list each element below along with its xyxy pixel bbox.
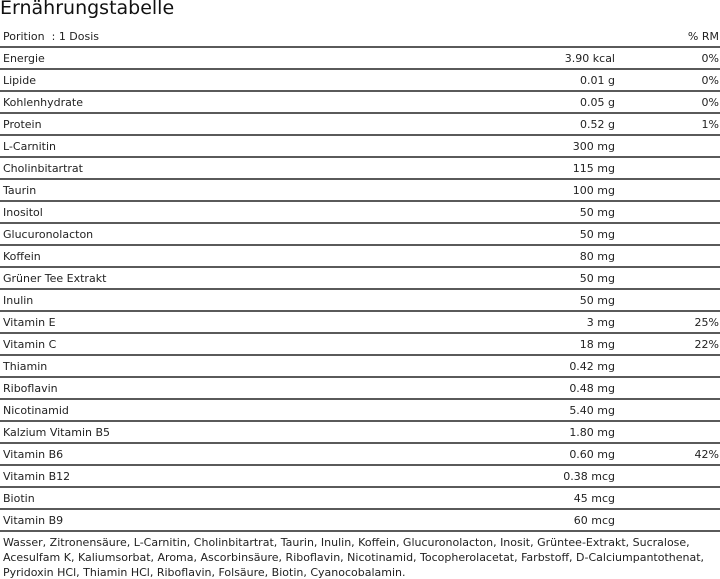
table-row — [0, 400, 720, 422]
nutrient-amount: 0.05 g — [580, 95, 615, 109]
table-row — [0, 202, 720, 224]
nutrient-amount: 60 mcg — [573, 513, 615, 527]
nutrient-name: Lipide — [3, 73, 36, 87]
table-row — [0, 136, 720, 158]
nutrient-amount: 18 mg — [579, 337, 615, 351]
nutrient-name: L-Carnitin — [3, 139, 57, 153]
nutrient-name: Taurin — [3, 183, 37, 197]
table-row — [0, 466, 720, 488]
table-row — [0, 268, 720, 290]
nutrient-name: Energie — [3, 51, 45, 65]
nutrient-amount: 0.01 g — [580, 73, 615, 87]
nutrient-rm-percent: 42% — [694, 447, 719, 461]
table-header-row — [0, 26, 720, 48]
nutrient-amount: 3 mg — [586, 315, 615, 329]
nutrient-name: Kalzium Vitamin B5 — [3, 425, 111, 439]
table-row — [0, 510, 720, 532]
table-row — [0, 290, 720, 312]
table-row — [0, 378, 720, 400]
nutrient-name: Thiamin — [3, 359, 48, 373]
table-row — [0, 180, 720, 202]
table-row — [0, 158, 720, 180]
page-title: Ernährungstabelle — [0, 0, 175, 19]
nutrient-rm-percent: 25% — [694, 315, 719, 329]
nutrient-rm-percent: 0% — [701, 95, 719, 109]
table-row — [0, 334, 720, 356]
nutrient-amount: 115 mg — [572, 161, 615, 175]
nutrient-rm-percent: 0% — [701, 73, 719, 87]
nutrient-name: Inulin — [3, 293, 34, 307]
table-row — [0, 444, 720, 466]
nutrient-amount: 50 mg — [579, 271, 615, 285]
table-row — [0, 114, 720, 136]
table-row — [0, 488, 720, 510]
nutrient-name: Protein — [3, 117, 42, 131]
table-row — [0, 224, 720, 246]
nutrient-amount: 5.40 mg — [569, 403, 615, 417]
nutrient-name: Cholinbitartrat — [3, 161, 83, 175]
nutrient-name: Vitamin C — [3, 337, 57, 351]
nutrient-amount: 80 mg — [579, 249, 615, 263]
nutrient-amount: 50 mg — [579, 293, 615, 307]
nutrient-rm-percent: 0% — [701, 51, 719, 65]
table-row — [0, 70, 720, 92]
nutrient-amount: 3.90 kcal — [564, 51, 615, 65]
table-row — [0, 312, 720, 334]
nutrient-name: Nicotinamid — [3, 403, 69, 417]
nutrient-amount: 1.80 mg — [569, 425, 615, 439]
nutrient-amount: 45 mcg — [573, 491, 615, 505]
ingredients-list: Wasser, Zitronensäure, L-Carnitin, Cholinbitartrat, Taurin, Inulin, Koffein, Glucuronolacton, Inosit, Grüntee-Extrakt, Sucralose, Acesulfam K, Kaliumsorbat, Aroma, Ascorbinsäure, Riboflavin, Nicotinamid, Tocopherolacetat, Farbstoff, D-Calciumpantothenat, Pyridoxin HCl, Thiamin HCl, Riboflavin, Folsäure, Biotin, Cyanocobalamin. — [3, 536, 705, 579]
nutrient-amount: 0.48 mg — [569, 381, 615, 395]
nutrient-name: Vitamin B12 — [3, 469, 71, 483]
table-row — [0, 356, 720, 378]
portion-label: Porition : 1 Dosis — [3, 29, 100, 43]
nutrition-table — [0, 26, 720, 532]
nutrient-name: Vitamin B6 — [3, 447, 64, 461]
nutrient-amount: 0.60 mg — [569, 447, 615, 461]
nutrient-name: Glucuronolacton — [3, 227, 94, 241]
nutrient-name: Grüner Tee Extrakt — [3, 271, 107, 285]
nutrient-name: Vitamin B9 — [3, 513, 64, 527]
nutrient-amount: 50 mg — [579, 205, 615, 219]
table-row — [0, 48, 720, 70]
nutrient-amount: 0.38 mcg — [563, 469, 615, 483]
nutrient-amount: 0.42 mg — [569, 359, 615, 373]
table-row — [0, 246, 720, 268]
nutrient-name: Koffein — [3, 249, 41, 263]
nutrient-rm-percent: 22% — [694, 337, 719, 351]
table-body — [0, 48, 720, 532]
rm-column-header: % RM — [687, 29, 719, 43]
nutrient-rm-percent: 1% — [701, 117, 719, 131]
nutrient-name: Vitamin E — [3, 315, 56, 329]
nutrient-name: Biotin — [3, 491, 35, 505]
nutrient-amount: 300 mg — [572, 139, 615, 153]
nutrient-amount: 0.52 g — [580, 117, 615, 131]
table-row — [0, 422, 720, 444]
table-row — [0, 92, 720, 114]
nutrient-amount: 100 mg — [572, 183, 615, 197]
nutrient-name: Inositol — [3, 205, 43, 219]
nutrient-name: Kohlenhydrate — [3, 95, 83, 109]
nutrient-amount: 50 mg — [579, 227, 615, 241]
nutrient-name: Riboflavin — [3, 381, 58, 395]
